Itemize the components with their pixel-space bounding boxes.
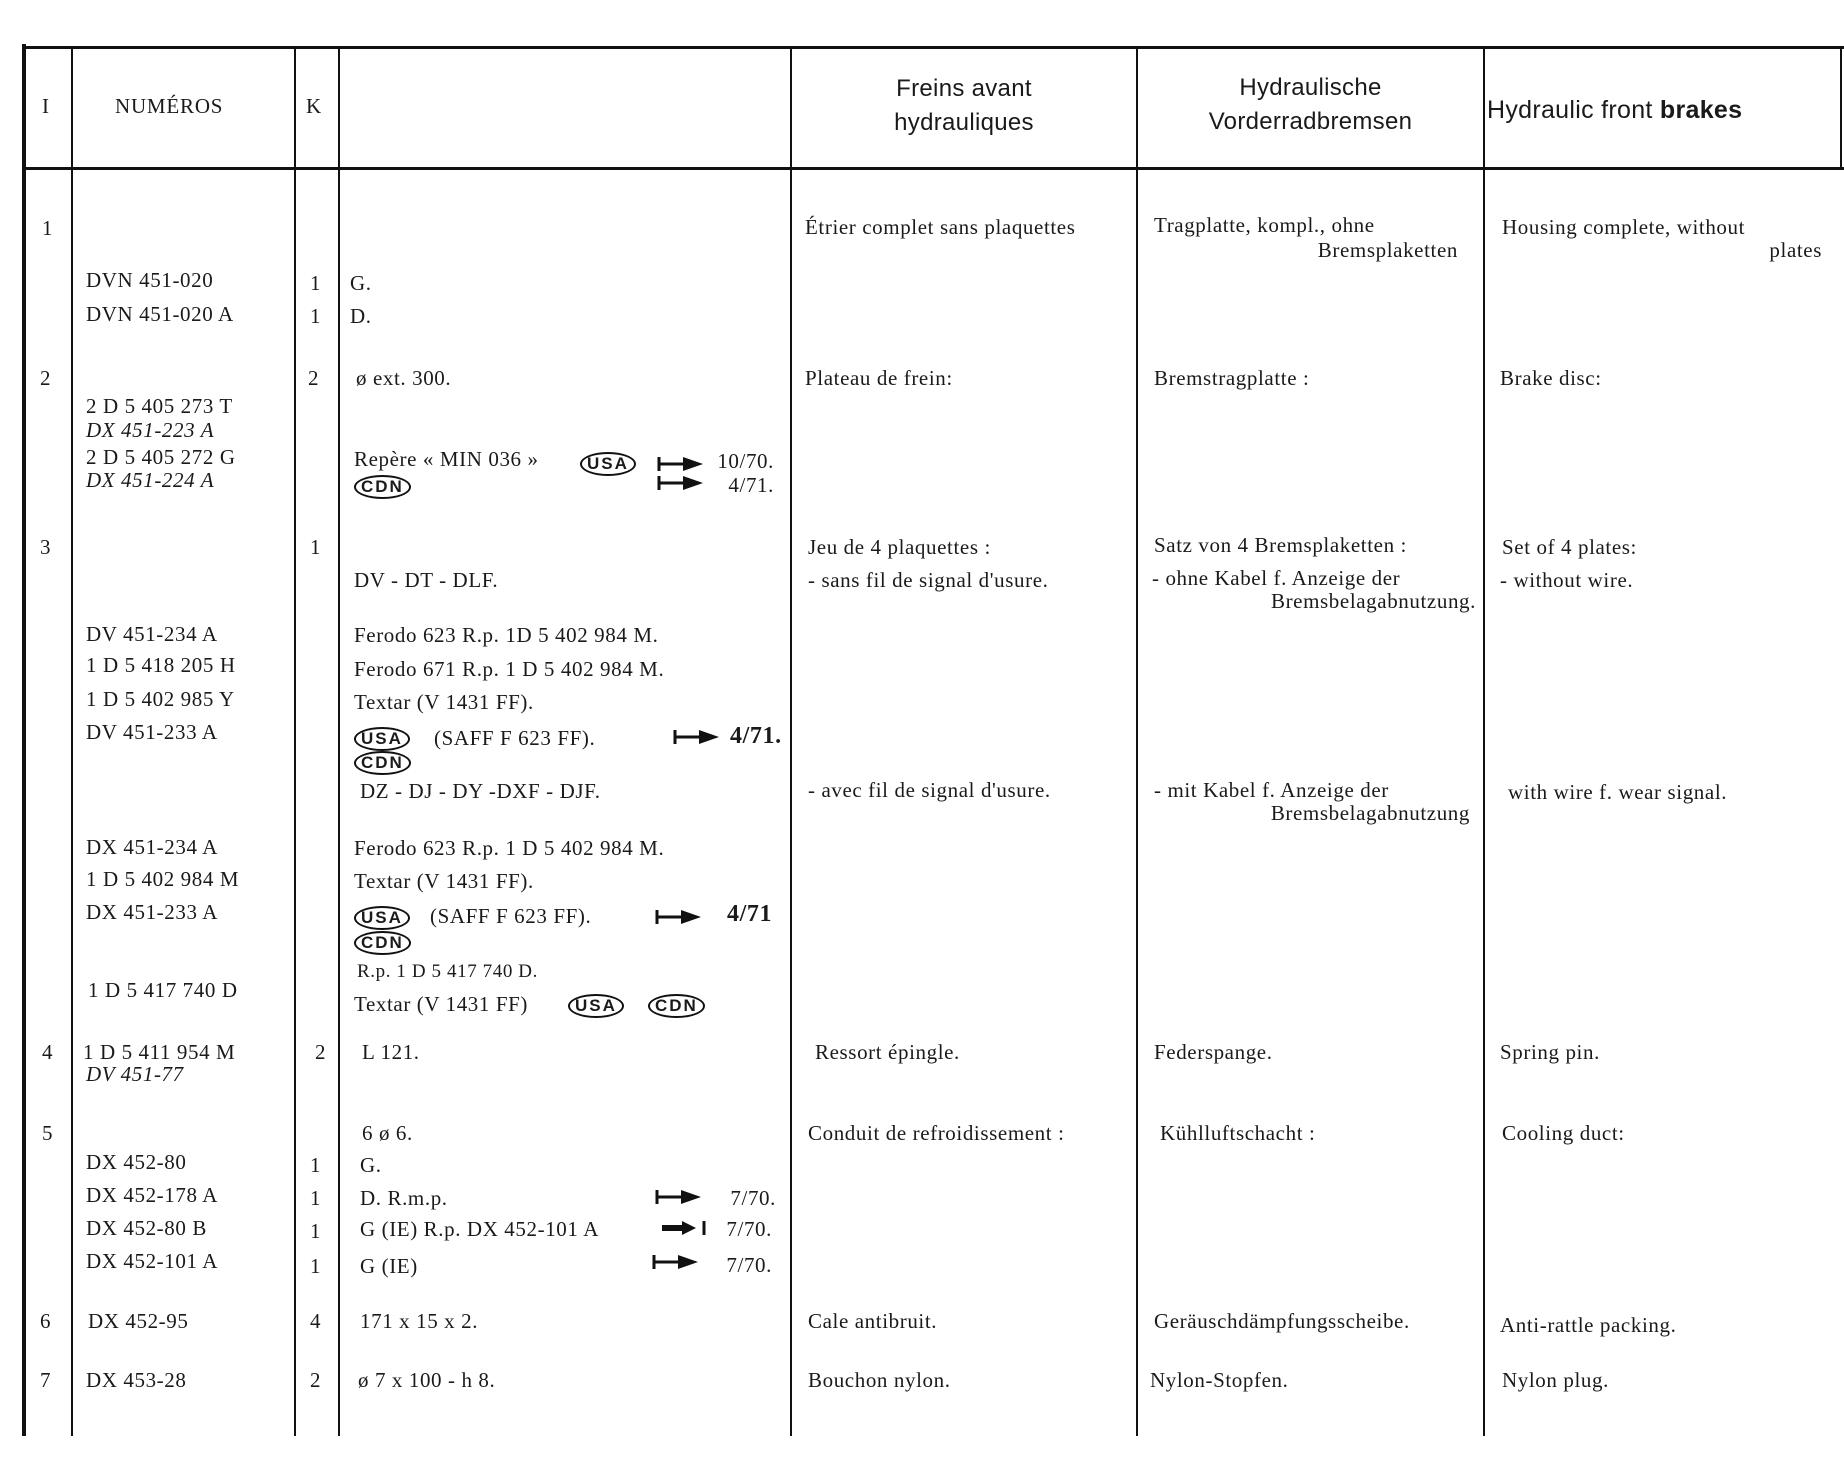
row3-group2-en: with wire f. wear signal. <box>1508 780 1728 804</box>
row2-number-a: 2 D 5 405 273 T <box>86 394 233 418</box>
row2-desc: ø ext. 300. <box>356 366 452 390</box>
row5-part3-date: 7/70. <box>726 1217 772 1241</box>
row4-number: 1 D 5 411 954 M <box>83 1040 236 1064</box>
row3-group2-desc: DZ - DJ - DY -DXF - DJF. <box>360 779 601 803</box>
header-de-title <box>1138 71 1483 138</box>
row5-fr: Conduit de refroidissement : <box>808 1121 1065 1145</box>
header-de-title-line1: Hydraulische <box>1239 74 1382 101</box>
row6-fr: Cale antibruit. <box>808 1309 938 1333</box>
header-en-title-bold: brakes <box>1659 96 1743 124</box>
header-col-numbers: NUMÉROS <box>115 94 224 118</box>
row1-en-line2: plates <box>1769 238 1822 262</box>
usa-stamp: USA <box>354 727 410 751</box>
row7-desc: ø 7 x 100 - h 8. <box>358 1368 496 1392</box>
row3-group1-date: 4/71. <box>730 723 782 749</box>
row3-group3-number: 1 D 5 417 740 D <box>88 978 238 1002</box>
row3-group2-part2-desc: Textar (V 1431 FF). <box>354 869 534 893</box>
row1-part1-number: DVN 451-020 <box>86 268 214 292</box>
header-fr-title-line2: hydrauliques <box>894 108 1034 136</box>
cdn-stamp: CDN <box>354 931 411 955</box>
row6-k: 4 <box>310 1309 322 1333</box>
row1-de-line1: Tragplatte, kompl., ohne <box>1154 213 1375 237</box>
arrow-until-icon <box>662 1219 708 1237</box>
header-col-index: I <box>42 94 50 118</box>
row7-fr: Bouchon nylon. <box>808 1368 951 1392</box>
table-right-border <box>1840 46 1842 170</box>
row5-part3-desc: G (IE) R.p. DX 452-101 A <box>360 1217 599 1241</box>
row5-part1-desc: G. <box>360 1153 382 1177</box>
row2-en: Brake disc: <box>1500 366 1602 390</box>
row3-group1-part3-number: 1 D 5 402 985 Y <box>86 687 235 711</box>
arrow-from-icon <box>655 908 701 926</box>
arrow-from-icon <box>652 1253 698 1271</box>
row5-part3-k: 1 <box>310 1219 322 1243</box>
col-divider-k <box>338 46 340 1436</box>
arrow-from-icon <box>657 474 703 492</box>
row2-mark-text: Repère « MIN 036 » <box>354 447 539 471</box>
row5-part2-number: DX 452-178 A <box>86 1183 219 1207</box>
row4-number-alt: DV 451-77 <box>86 1062 184 1086</box>
row1-en-line1: Housing complete, without <box>1502 215 1746 239</box>
row5-part1-k: 1 <box>310 1153 322 1177</box>
row3-group1-part4-desc: (SAFF F 623 FF). <box>434 726 596 750</box>
row4-desc: L 121. <box>362 1040 420 1064</box>
row7-en: Nylon plug. <box>1502 1368 1609 1392</box>
row1-part2-desc: D. <box>350 304 372 328</box>
row5-part2-desc: D. R.m.p. <box>360 1186 448 1210</box>
row3-group2-part2-number: 1 D 5 402 984 M <box>86 867 240 891</box>
row3-group1-part1-number: DV 451-234 A <box>86 622 218 646</box>
row3-group1-part2-number: 1 D 5 418 205 H <box>86 653 236 677</box>
row2-number-b-alt: DX 451-224 A <box>86 468 215 492</box>
row2-index: 2 <box>40 366 52 390</box>
row3-group1-desc: DV - DT - DLF. <box>354 568 499 592</box>
row3-group2-part1-number: DX 451-234 A <box>86 835 219 859</box>
arrow-from-icon <box>657 455 703 473</box>
row1-fr: Étrier complet sans plaquettes <box>805 215 1076 239</box>
row5-part4-date: 7/70. <box>726 1253 772 1277</box>
row4-en: Spring pin. <box>1500 1040 1600 1064</box>
row3-group2-part1-desc: Ferodo 623 R.p. 1 D 5 402 984 M. <box>354 836 665 860</box>
row1-part2-number: DVN 451-020 A <box>86 302 234 326</box>
row5-index: 5 <box>42 1121 54 1145</box>
row3-k: 1 <box>310 535 322 559</box>
header-fr-title <box>792 72 1136 139</box>
row2-number-a-alt: DX 451-223 A <box>86 418 215 442</box>
row5-part4-k: 1 <box>310 1254 322 1278</box>
row4-index: 4 <box>42 1040 54 1064</box>
row6-desc: 171 x 15 x 2. <box>360 1309 479 1333</box>
row3-group1-de-line2: Bremsbelagabnutzung. <box>1270 589 1476 613</box>
row3-group2-fr: - avec fil de signal d'usure. <box>808 778 1051 802</box>
row7-index: 7 <box>40 1368 52 1392</box>
row5-part1-number: DX 452-80 <box>86 1150 187 1174</box>
row4-fr: Ressort épingle. <box>815 1040 960 1064</box>
header-en-title-regular: Hydraulic front <box>1487 96 1660 124</box>
row3-fr: Jeu de 4 plaquettes : <box>808 535 991 559</box>
row7-k: 2 <box>310 1368 322 1392</box>
header-col-k: K <box>306 94 322 118</box>
row3-group2-date: 4/71 <box>727 901 773 927</box>
usa-stamp: USA <box>580 452 636 476</box>
row3-de: Satz von 4 Bremsplaketten : <box>1154 533 1407 557</box>
col-divider-fr <box>1136 46 1138 1436</box>
row5-part2-k: 1 <box>310 1186 322 1210</box>
arrow-from-icon <box>673 728 719 746</box>
col-divider-numbers <box>294 46 296 1436</box>
row3-group2-part3-desc: (SAFF F 623 FF). <box>430 904 592 928</box>
row1-de-line2: Bremsplaketten <box>1317 238 1458 262</box>
row2-date-usa: 10/70. <box>717 449 774 473</box>
row6-en: Anti-rattle packing. <box>1500 1313 1677 1337</box>
row7-de: Nylon-Stopfen. <box>1150 1368 1289 1392</box>
row2-number-b: 2 D 5 405 272 G <box>86 445 236 469</box>
row3-group2-de-line1: - mit Kabel f. Anzeige der <box>1154 778 1389 802</box>
row3-en: Set of 4 plates: <box>1502 535 1637 559</box>
cdn-stamp: CDN <box>354 751 411 775</box>
usa-stamp: USA <box>568 994 624 1018</box>
row5-part3-number: DX 452-80 B <box>86 1216 207 1240</box>
row3-group1-de-line1: - ohne Kabel f. Anzeige der <box>1152 566 1401 590</box>
row5-part4-number: DX 452-101 A <box>86 1249 219 1273</box>
row5-part2-date: 7/70. <box>730 1186 776 1210</box>
row3-group1-part4-number: DV 451-233 A <box>86 720 218 744</box>
row3-group3-desc-line2: Textar (V 1431 FF) <box>354 992 529 1016</box>
row2-fr: Plateau de frein: <box>805 366 953 390</box>
row6-index: 6 <box>40 1309 52 1333</box>
row2-de: Bremstragplatte : <box>1154 366 1310 390</box>
row2-k: 2 <box>308 366 320 390</box>
col-divider-index <box>71 46 73 1436</box>
row1-part2-k: 1 <box>310 304 322 328</box>
row3-index: 3 <box>40 535 52 559</box>
row2-mark <box>354 449 539 470</box>
row3-group2-part3-number: DX 451-233 A <box>86 900 219 924</box>
row3-group3-desc-line1: R.p. 1 D 5 417 740 D. <box>357 961 538 982</box>
row6-number: DX 452-95 <box>88 1309 189 1333</box>
col-divider-desc <box>790 46 792 1436</box>
cdn-stamp: CDN <box>648 994 705 1018</box>
col-divider-de <box>1483 46 1485 1436</box>
row3-group1-fr: - sans fil de signal d'usure. <box>808 568 1049 592</box>
row3-group1-part1-desc: Ferodo 623 R.p. 1D 5 402 984 M. <box>354 623 659 647</box>
row4-k: 2 <box>315 1040 327 1064</box>
row7-number: DX 453-28 <box>86 1368 187 1392</box>
row1-part1-k: 1 <box>310 271 322 295</box>
arrow-from-icon <box>655 1188 701 1206</box>
row5-part4-desc: G (IE) <box>360 1254 418 1278</box>
row3-group1-part3-desc: Textar (V 1431 FF). <box>354 690 534 714</box>
table-left-border <box>22 44 26 1436</box>
row5-de: Kühlluftschacht : <box>1160 1121 1316 1145</box>
cdn-stamp: CDN <box>354 475 411 499</box>
row3-group1-en: - without wire. <box>1500 568 1634 592</box>
row4-de: Federspange. <box>1154 1040 1273 1064</box>
row2-date-cdn: 4/71. <box>728 473 774 497</box>
row1-index: 1 <box>42 216 54 240</box>
header-de-title-line2: Vorderradbremsen <box>1208 107 1413 135</box>
usa-stamp: USA <box>354 906 410 930</box>
row5-desc: 6 ø 6. <box>362 1121 413 1145</box>
row3-group1-part2-desc: Ferodo 671 R.p. 1 D 5 402 984 M. <box>354 657 665 681</box>
header-fr-title-line1: Freins avant <box>896 75 1032 102</box>
header-en-title <box>1487 93 1742 128</box>
row3-group2-de-line2: Bremsbelagabnutzung <box>1270 801 1470 825</box>
row5-en: Cooling duct: <box>1502 1121 1625 1145</box>
row6-de: Geräuschdämpfungsscheibe. <box>1154 1309 1410 1333</box>
row1-part1-desc: G. <box>350 271 372 295</box>
